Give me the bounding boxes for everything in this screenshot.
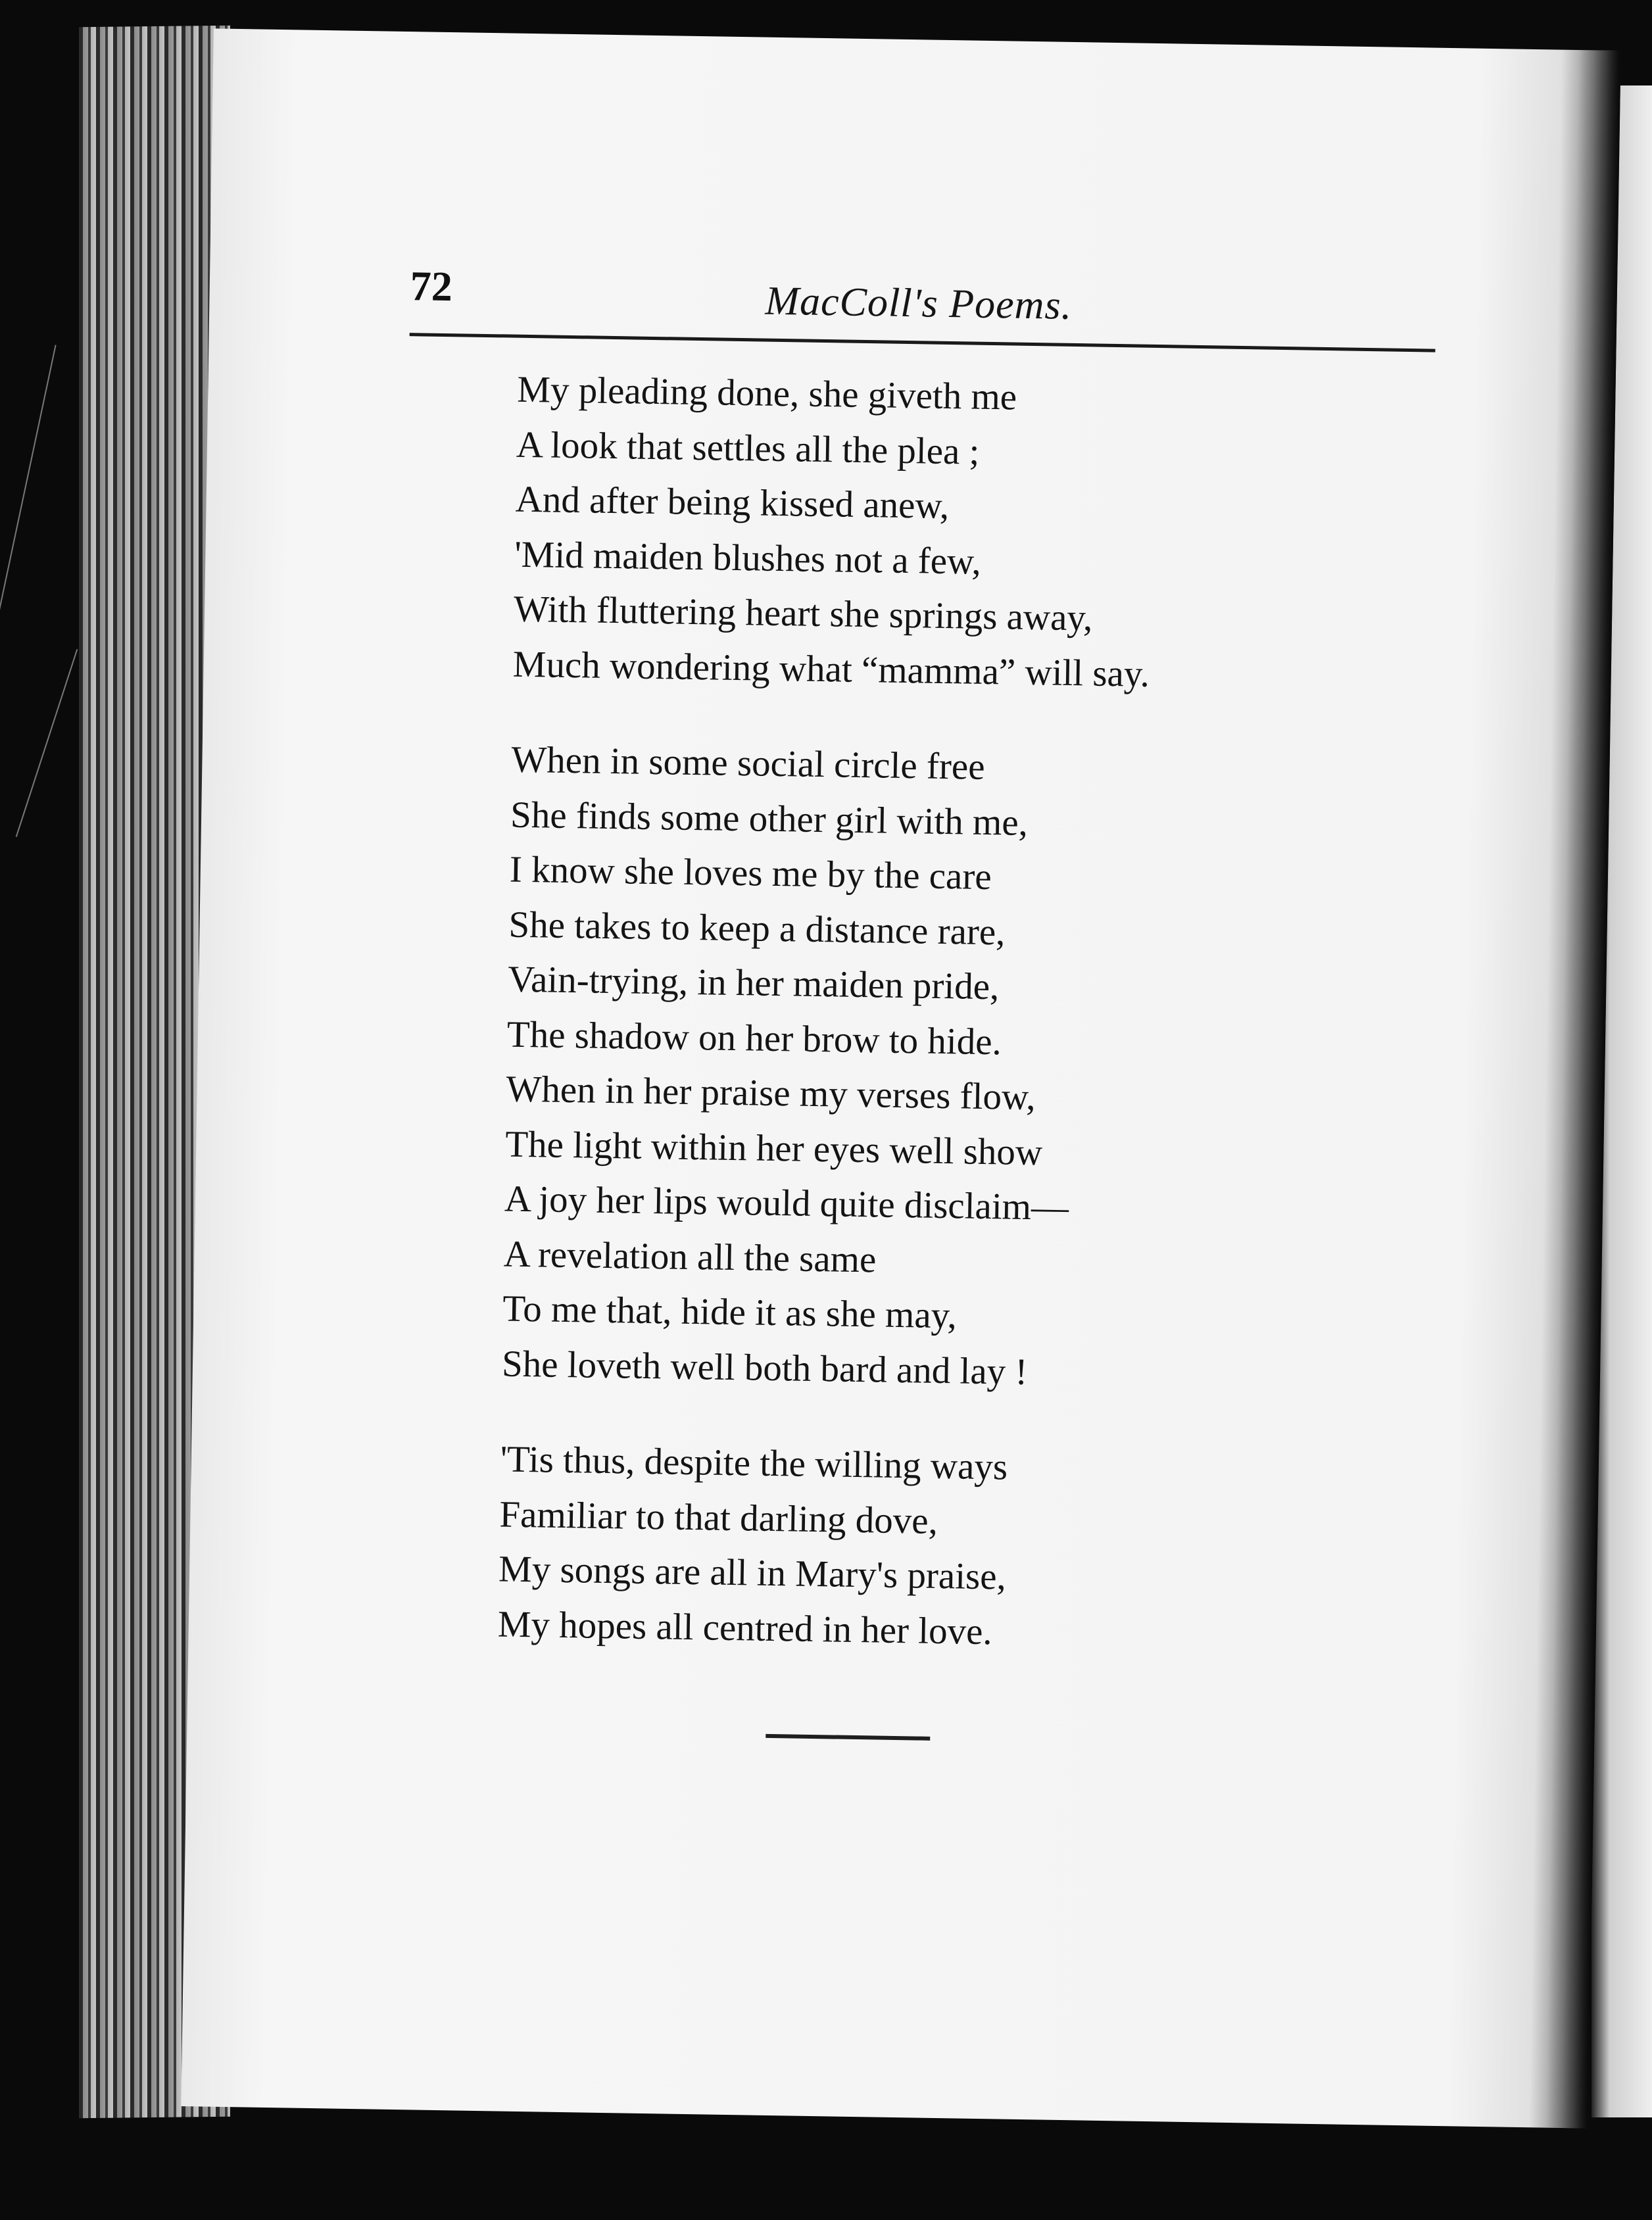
book-page bbox=[181, 28, 1620, 2128]
poem-line: A joy her lips would quite disclaim— bbox=[504, 1178, 1069, 1229]
poem-line: She loveth well both bard and lay ! bbox=[501, 1343, 1028, 1393]
stanza-1 bbox=[512, 362, 1504, 707]
poem-line: My hopes all centred in her love. bbox=[497, 1603, 993, 1653]
poem-line: 'Tis thus, despite the willing ways bbox=[500, 1438, 1008, 1488]
page-number: 72 bbox=[410, 262, 453, 310]
poem-line: To me that, hide it as she may, bbox=[502, 1288, 958, 1337]
poem-line: A revelation all the same bbox=[503, 1233, 877, 1280]
poem-body bbox=[497, 362, 1504, 1708]
poem-line: When in her praise my verses flow, bbox=[506, 1068, 1036, 1119]
poem-line: I know she loves me by the care bbox=[509, 848, 992, 898]
poem-line: When in some social circle free bbox=[511, 738, 986, 788]
stanza-3 bbox=[497, 1432, 1487, 1668]
poem-line: Familiar to that darling dove, bbox=[499, 1493, 938, 1542]
poem-line: She finds some other girl with me, bbox=[510, 794, 1029, 844]
poem-line: A look that settles all the plea ; bbox=[516, 423, 980, 473]
poem-line: My songs are all in Mary's praise, bbox=[498, 1548, 1007, 1598]
end-ornament-rule bbox=[765, 1734, 930, 1741]
poem-line: And after being kissed anew, bbox=[515, 478, 950, 527]
header-rule bbox=[410, 333, 1436, 352]
poem-line: The light within her eyes well show bbox=[504, 1123, 1043, 1173]
poem-line: My pleading done, she giveth me bbox=[516, 368, 1017, 418]
poem-line: 'Mid maiden blushes not a few, bbox=[514, 533, 982, 583]
running-head bbox=[410, 255, 1437, 350]
poem-line: She takes to keep a distance rare, bbox=[508, 904, 1006, 953]
poem-line: Much wondering what “mamma” will say. bbox=[512, 643, 1150, 695]
poem-line: The shadow on her brow to hide. bbox=[506, 1013, 1002, 1063]
poem-line: Vain-trying, in her maiden pride, bbox=[507, 958, 1000, 1008]
running-title: MacColl's Poems. bbox=[765, 278, 1073, 328]
poem-line: With fluttering heart she springs away, bbox=[513, 588, 1093, 639]
stanza-2 bbox=[501, 733, 1498, 1407]
